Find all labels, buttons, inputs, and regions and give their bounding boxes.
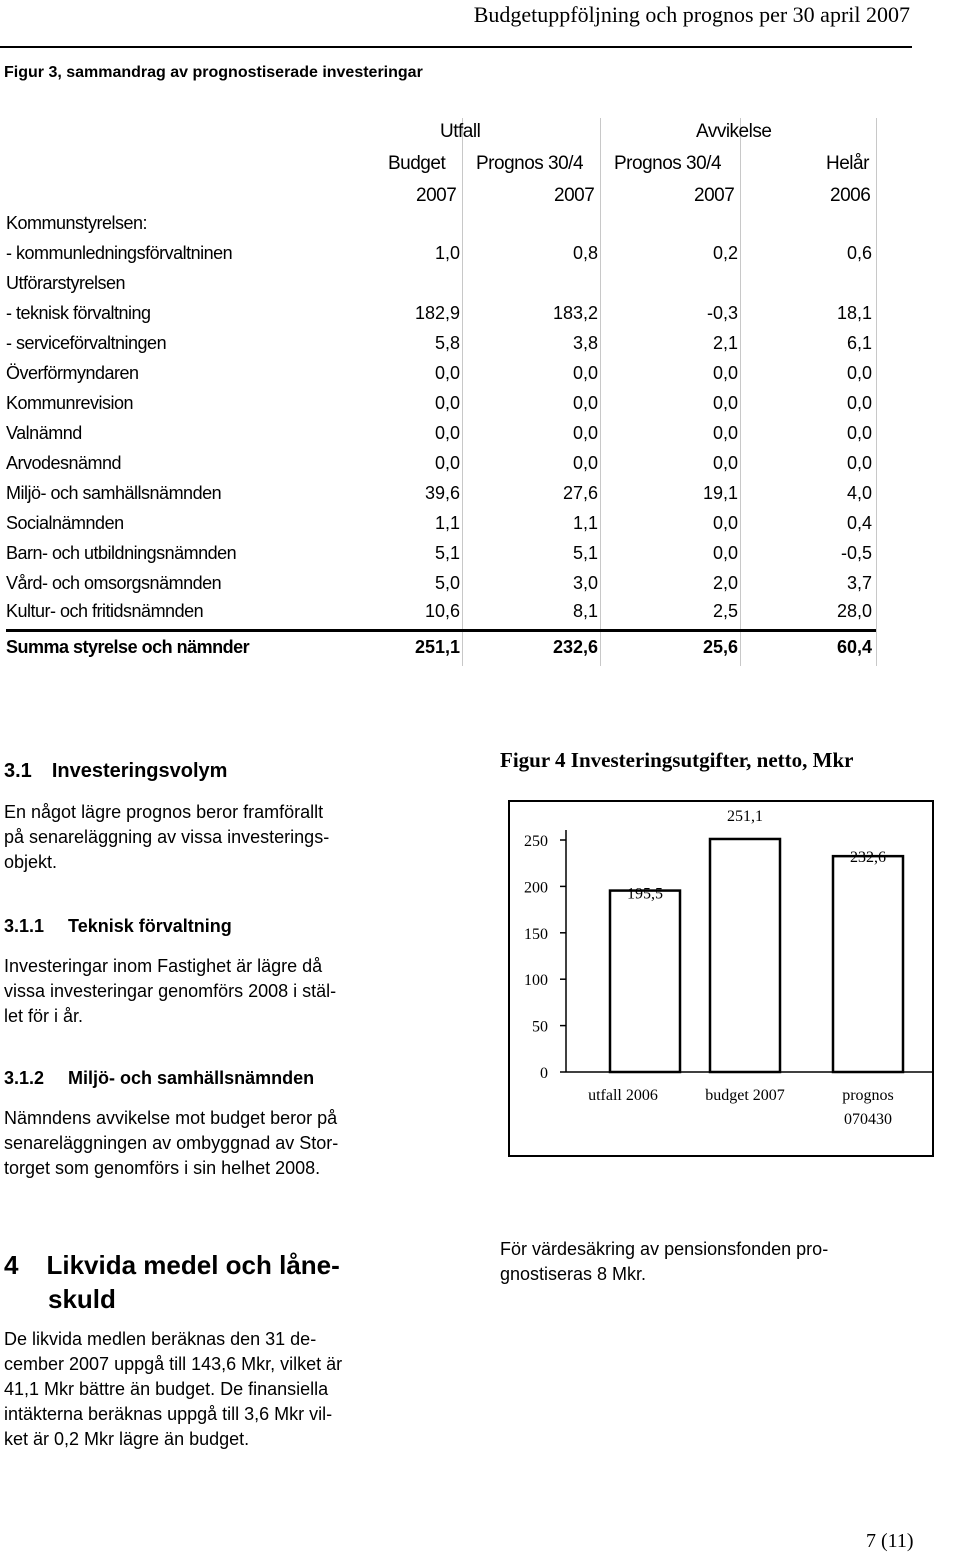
- header-avvikelse: Avvikelse: [696, 121, 772, 142]
- header-utfall: Utfall: [440, 121, 481, 142]
- table-cell: 5,0: [434, 573, 460, 593]
- table-row: [0, 393, 880, 421]
- table-cell: 0,0: [434, 363, 460, 383]
- section-title: Investeringsvolym: [51, 760, 228, 782]
- table-row: [0, 213, 880, 241]
- header-prognos-1: Prognos 30/4: [476, 153, 584, 174]
- table-cell: 0,0: [846, 363, 872, 383]
- text-line: 41,1 Mkr bättre än budget. De finansiella: [4, 1379, 329, 1399]
- table-cell: 28,0: [836, 601, 872, 621]
- investment-bar-chart: [508, 800, 934, 1158]
- y-tick-label: 250: [524, 833, 548, 850]
- section-number: 3.1.1: [4, 916, 45, 936]
- table-cell: 0,0: [712, 453, 738, 473]
- figure-4-title: Figur 4 Investeringsutgifter, netto, Mkr: [500, 748, 854, 772]
- table-row: [0, 423, 880, 451]
- text-line: let för i år.: [4, 1006, 84, 1026]
- row-label: Överförmyndaren: [6, 363, 139, 383]
- section-title: Miljö- och samhällsnämnden: [68, 1068, 315, 1088]
- section-title-line: skuld: [48, 1284, 116, 1314]
- table-cell: 0,2: [712, 243, 738, 263]
- section-title: Teknisk förvaltning: [68, 916, 232, 936]
- table-cell: 0,0: [572, 363, 598, 383]
- row-label: - teknisk förvaltning: [6, 303, 151, 323]
- text-line: vissa investeringar genomförs 2008 i stäl-: [4, 981, 337, 1001]
- text-line: på senareläggning av vissa investerings-: [4, 827, 330, 847]
- section-3-1-body: [4, 800, 329, 875]
- row-label: Vård- och omsorgsnämnden: [6, 573, 222, 593]
- row-label: - kommunledningsförvaltninen: [6, 243, 233, 263]
- bar: [610, 891, 680, 1072]
- table-cell: 0,0: [712, 543, 738, 563]
- text-line: senareläggningen av ombyggnad av Stor-: [4, 1133, 339, 1153]
- data-label: 232,6: [850, 849, 886, 867]
- table-cell: 1,0: [434, 243, 460, 263]
- section-3-1-2-heading: [4, 1068, 314, 1089]
- section-number: 3.1.2: [4, 1068, 45, 1088]
- table-row: [0, 273, 880, 301]
- table-cell: 0,0: [712, 513, 738, 533]
- bar: [833, 856, 903, 1072]
- text-line: Investeringar inom Fastighet är lägre då: [4, 956, 323, 976]
- table-cell: 5,1: [572, 543, 598, 563]
- table-cell: 183,2: [552, 303, 598, 323]
- table-cell: 5,8: [434, 333, 460, 353]
- table-cell: 0,8: [572, 243, 598, 263]
- table-cell: 1,1: [572, 513, 598, 533]
- row-label: Kommunstyrelsen:: [6, 213, 148, 233]
- text-line: För värdesäkring av pensionsfonden pro-: [500, 1239, 829, 1259]
- section-3-1-1-heading: [4, 916, 232, 937]
- table-cell: 18,1: [836, 303, 872, 323]
- table-cell: 3,0: [572, 573, 598, 593]
- table-cell: 0,0: [712, 363, 738, 383]
- table-row: [0, 333, 880, 361]
- text-line: objekt.: [4, 852, 58, 872]
- text-line: cember 2007 uppgå till 143,6 Mkr, vilket är: [4, 1354, 343, 1374]
- table-total-row: [0, 637, 880, 665]
- section-4-body: [4, 1327, 342, 1452]
- header-prognos-2: Prognos 30/4: [614, 153, 722, 174]
- table-row: [0, 303, 880, 331]
- table-row: [0, 543, 880, 571]
- table-cell: 0,0: [712, 393, 738, 413]
- table-row: [0, 483, 880, 511]
- total-label: Summa styrelse och nämnder: [6, 637, 250, 657]
- pension-text: [500, 1237, 828, 1287]
- bar: [710, 839, 780, 1072]
- table-cell: 0,0: [434, 423, 460, 443]
- table-cell: 2,1: [712, 333, 738, 353]
- data-label: 195,5: [627, 885, 663, 903]
- table-cell: 27,6: [562, 483, 598, 503]
- table-cell: 0,0: [434, 453, 460, 473]
- table-cell: 6,1: [846, 333, 872, 353]
- text-line: gnostiseras 8 Mkr.: [500, 1264, 647, 1284]
- section-4-heading: [4, 1248, 340, 1316]
- table-cell: 8,1: [572, 601, 598, 621]
- header-rule: [0, 46, 912, 48]
- row-label: Barn- och utbildningsnämnden: [6, 543, 237, 563]
- row-label: Socialnämnden: [6, 513, 124, 533]
- table-cell: -0,5: [840, 543, 872, 563]
- header-year-2: 2007: [554, 185, 595, 206]
- text-line: torget som genomförs i sin helhet 2008.: [4, 1158, 321, 1178]
- x-tick-label: prognos: [842, 1087, 894, 1104]
- total-cell: 232,6: [552, 637, 598, 657]
- table-cell: 19,1: [702, 483, 738, 503]
- header-budget: Budget: [388, 153, 446, 174]
- table-cell: -0,3: [706, 303, 738, 323]
- section-number: 4: [4, 1250, 19, 1280]
- text-line: De likvida medlen beräknas den 31 de-: [4, 1329, 317, 1349]
- header-year-3: 2007: [694, 185, 735, 206]
- table-cell: 2,5: [712, 601, 738, 621]
- table-row: [0, 601, 880, 629]
- row-label: Miljö- och samhällsnämnden: [6, 483, 222, 503]
- header-helar: Helår: [826, 153, 869, 174]
- table-cell: 0,0: [434, 393, 460, 413]
- section-3-1-heading: [4, 760, 227, 783]
- table-cell: 0,4: [846, 513, 872, 533]
- row-label: - serviceförvaltningen: [6, 333, 167, 353]
- header-year-1: 2007: [416, 185, 457, 206]
- y-tick-label: 200: [524, 879, 548, 897]
- y-tick-label: 150: [524, 925, 548, 943]
- table-row: [0, 363, 880, 391]
- table-cell: 5,1: [434, 543, 460, 563]
- table-cell: 0,0: [846, 393, 872, 413]
- row-label: Utförarstyrelsen: [6, 273, 126, 293]
- table-row: [0, 243, 880, 271]
- text-line: En något lägre prognos beror framförallt: [4, 802, 324, 822]
- table-cell: 0,0: [846, 453, 872, 473]
- table-cell: 2,0: [712, 573, 738, 593]
- table-cell: 4,0: [846, 483, 872, 503]
- table-cell: 1,1: [434, 513, 460, 533]
- table-cell: 3,8: [572, 333, 598, 353]
- total-rule: [6, 629, 876, 632]
- x-tick-label: 070430: [844, 1111, 892, 1128]
- row-label: Valnämnd: [6, 423, 82, 443]
- figure-3-title: Figur 3, sammandrag av prognostiserade investeringar: [4, 64, 423, 81]
- row-label: Kommunrevision: [6, 393, 134, 413]
- table-row: [0, 513, 880, 541]
- table-cell: 182,9: [414, 303, 460, 323]
- text-line: intäkterna beräknas uppgå till 3,6 Mkr vil-: [4, 1404, 333, 1424]
- header-year-4: 2006: [830, 185, 871, 206]
- text-line: Nämndens avvikelse mot budget beror på: [4, 1108, 338, 1128]
- y-tick-label: 100: [524, 972, 548, 990]
- table-cell: 0,0: [712, 423, 738, 443]
- section-title-line: Likvida medel och låne-: [46, 1250, 340, 1280]
- table-row: [0, 453, 880, 481]
- table-cell: 3,7: [846, 573, 872, 593]
- row-label: Kultur- och fritidsnämnden: [6, 601, 204, 621]
- x-tick-label: utfall 2006: [588, 1087, 658, 1104]
- page-number: 7 (11): [866, 1530, 914, 1552]
- table-cell: 0,0: [572, 423, 598, 443]
- text-line: ket är 0,2 Mkr lägre än budget.: [4, 1429, 250, 1449]
- table-row: [0, 573, 880, 601]
- table-cell: 0,6: [846, 243, 872, 263]
- row-label: Arvodesnämnd: [6, 453, 122, 473]
- y-tick-label: 0: [540, 1065, 548, 1082]
- total-cell: 25,6: [702, 637, 738, 657]
- table-cell: 0,0: [572, 453, 598, 473]
- table-cell: 0,0: [846, 423, 872, 443]
- x-tick-label: budget 2007: [705, 1087, 785, 1104]
- table-cell: 0,0: [572, 393, 598, 413]
- table-cell: 39,6: [424, 483, 460, 503]
- table-cell: 10,6: [424, 601, 460, 621]
- section-3-1-1-body: [4, 954, 336, 1029]
- section-number: 3.1: [4, 760, 32, 782]
- data-label: 251,1: [727, 807, 763, 825]
- page-header: Budgetuppföljning och prognos per 30 april 2007: [473, 2, 910, 27]
- section-3-1-2-body: [4, 1106, 338, 1181]
- total-cell: 251,1: [414, 637, 460, 657]
- y-tick-label: 50: [532, 1018, 548, 1036]
- total-cell: 60,4: [836, 637, 872, 657]
